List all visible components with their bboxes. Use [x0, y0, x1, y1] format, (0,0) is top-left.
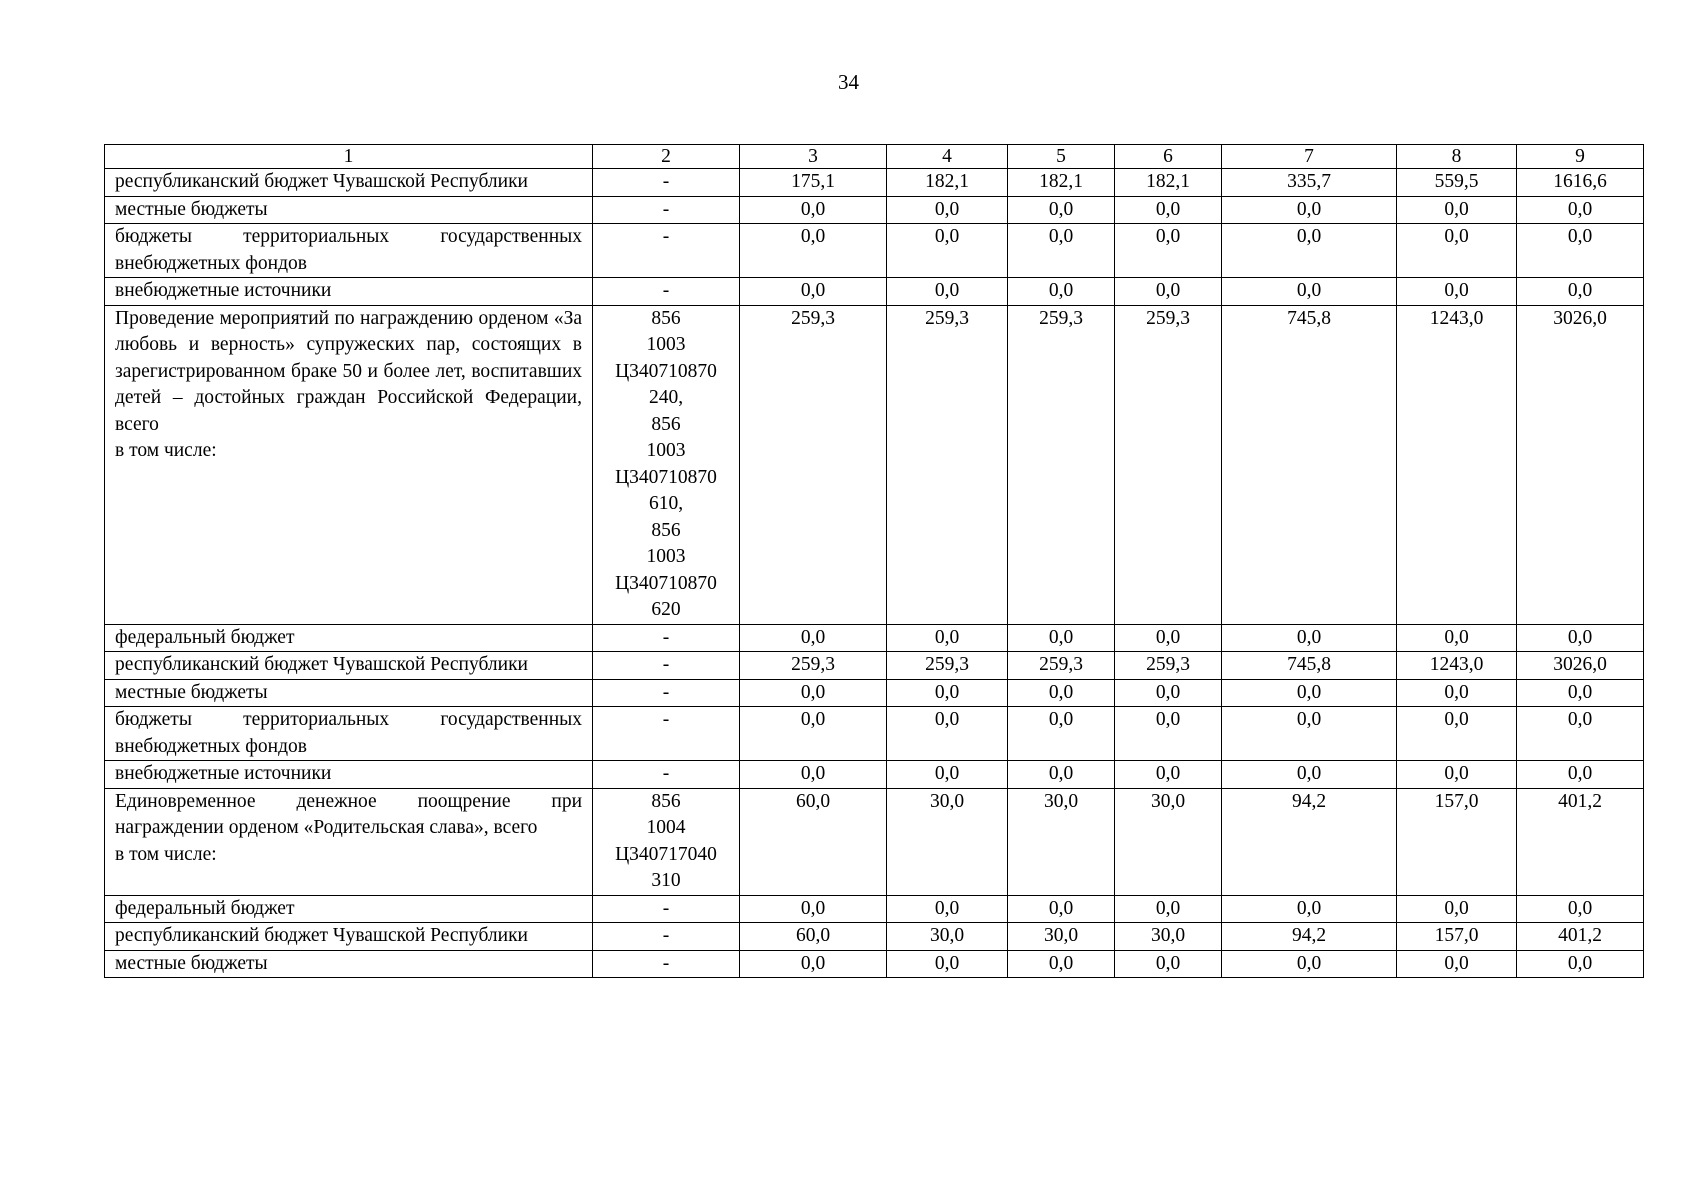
row-name-cell — [105, 624, 593, 652]
row-name-cell — [105, 224, 593, 278]
row-name-cell — [105, 679, 593, 707]
value-cell: 0,0 — [1115, 278, 1222, 306]
value-cell: 0,0 — [1115, 624, 1222, 652]
table-row — [105, 707, 1644, 761]
budget-code-line: 856 — [651, 307, 681, 329]
value-cell: 745,8 — [1222, 305, 1397, 624]
table-row — [105, 679, 1644, 707]
value-cell: 0,0 — [1115, 196, 1222, 224]
value-cell: 1243,0 — [1397, 305, 1517, 624]
budget-code-line: Ц340710870 — [615, 360, 717, 382]
value-cell: 157,0 — [1397, 788, 1517, 895]
value-cell: 0,0 — [1008, 224, 1115, 278]
budget-code-cell — [593, 923, 740, 951]
row-name-cell — [105, 196, 593, 224]
value-cell: 0,0 — [740, 196, 887, 224]
table-row — [105, 788, 1644, 895]
value-cell: 0,0 — [887, 624, 1008, 652]
value-cell: 0,0 — [1222, 950, 1397, 978]
table-row — [105, 169, 1644, 197]
value-cell: 175,1 — [740, 169, 887, 197]
budget-code-cell — [593, 305, 740, 624]
value-cell: 0,0 — [1222, 196, 1397, 224]
table-row — [105, 196, 1644, 224]
budget-code-line: - — [662, 226, 670, 247]
row-name: республиканский бюджет Чувашской Республики — [115, 171, 528, 192]
budget-code-line: 310 — [651, 870, 681, 891]
value-cell: 3026,0 — [1517, 652, 1644, 680]
column-header: 8 — [1397, 145, 1517, 169]
value-cell: 0,0 — [1397, 707, 1517, 761]
row-name: федеральный бюджет — [115, 897, 295, 919]
row-name: республиканский бюджет Чувашской Республики — [115, 654, 528, 675]
table-header — [105, 145, 1644, 169]
budget-code-line: - — [662, 925, 670, 946]
value-cell: 0,0 — [1397, 278, 1517, 306]
column-header: 5 — [1008, 145, 1115, 169]
column-header: 7 — [1222, 145, 1397, 169]
value-cell: 0,0 — [1115, 761, 1222, 789]
value-cell: 259,3 — [1008, 652, 1115, 680]
table-body — [105, 169, 1644, 978]
table-row — [105, 624, 1644, 652]
budget-code-line: 610, — [648, 493, 684, 514]
value-cell: 401,2 — [1517, 788, 1644, 895]
row-name-cell — [105, 950, 593, 978]
row-name-cell — [105, 895, 593, 923]
budget-code-line: - — [662, 280, 670, 301]
budget-code-cell — [593, 224, 740, 278]
table-row — [105, 761, 1644, 789]
value-cell: 0,0 — [1517, 278, 1644, 306]
row-name: федеральный бюджет — [115, 626, 295, 648]
value-cell: 559,5 — [1397, 169, 1517, 197]
value-cell: 0,0 — [740, 679, 887, 707]
table-row — [105, 950, 1644, 978]
value-cell: 0,0 — [1008, 679, 1115, 707]
value-cell: 30,0 — [1008, 788, 1115, 895]
value-cell: 0,0 — [1115, 224, 1222, 278]
value-cell: 0,0 — [1008, 707, 1115, 761]
budget-code-line: Ц340710870 — [615, 466, 717, 488]
value-cell: 0,0 — [1115, 895, 1222, 923]
budget-code-line: 856 — [651, 790, 681, 812]
budget-code-line: - — [662, 681, 670, 703]
value-cell: 0,0 — [740, 278, 887, 306]
value-cell: 0,0 — [1517, 624, 1644, 652]
row-name: внебюджетные источники — [115, 763, 332, 784]
value-cell: 0,0 — [1008, 196, 1115, 224]
value-cell: 1616,6 — [1517, 169, 1644, 197]
value-cell: 0,0 — [887, 278, 1008, 306]
column-header: 6 — [1115, 145, 1222, 169]
value-cell: 0,0 — [1397, 950, 1517, 978]
value-cell: 745,8 — [1222, 652, 1397, 680]
budget-code-line: - — [662, 897, 670, 919]
table-row — [105, 278, 1644, 306]
value-cell: 182,1 — [1115, 169, 1222, 197]
budget-code-cell — [593, 196, 740, 224]
value-cell: 0,0 — [887, 950, 1008, 978]
value-cell: 0,0 — [1115, 707, 1222, 761]
value-cell: 0,0 — [1222, 707, 1397, 761]
value-cell: 0,0 — [1222, 278, 1397, 306]
budget-code-line: 856 — [651, 519, 681, 541]
value-cell: 259,3 — [1008, 305, 1115, 624]
value-cell: 94,2 — [1222, 788, 1397, 895]
value-cell: 0,0 — [740, 895, 887, 923]
budget-code-line: 240, — [648, 387, 684, 408]
page-number: 34 — [838, 70, 859, 94]
value-cell: 401,2 — [1517, 923, 1644, 951]
value-cell: 0,0 — [1222, 624, 1397, 652]
value-cell: 0,0 — [1397, 624, 1517, 652]
value-cell: 0,0 — [1222, 761, 1397, 789]
value-cell: 0,0 — [1008, 624, 1115, 652]
value-cell: 30,0 — [1115, 788, 1222, 895]
budget-code-line: - — [662, 709, 670, 730]
value-cell: 259,3 — [887, 652, 1008, 680]
row-name: местные бюджеты — [115, 952, 268, 974]
table-row — [105, 923, 1644, 951]
header-row — [105, 145, 1644, 169]
value-cell: 30,0 — [1008, 923, 1115, 951]
value-cell: 0,0 — [1008, 950, 1115, 978]
value-cell: 0,0 — [740, 224, 887, 278]
value-cell: 0,0 — [1008, 761, 1115, 789]
budget-code-line: 856 — [651, 413, 681, 435]
value-cell: 30,0 — [887, 923, 1008, 951]
value-cell: 0,0 — [1008, 895, 1115, 923]
value-cell: 0,0 — [887, 196, 1008, 224]
value-cell: 0,0 — [1517, 950, 1644, 978]
value-cell: 30,0 — [887, 788, 1008, 895]
table-row — [105, 224, 1644, 278]
column-header: 1 — [105, 145, 593, 169]
value-cell: 0,0 — [887, 707, 1008, 761]
value-cell: 60,0 — [740, 923, 887, 951]
value-cell: 182,1 — [887, 169, 1008, 197]
value-cell: 94,2 — [1222, 923, 1397, 951]
budget-code-line: - — [662, 198, 670, 220]
budget-code-cell — [593, 761, 740, 789]
value-cell: 259,3 — [887, 305, 1008, 624]
row-name: Проведение мероприятий по награждению орденом «За любовь и верность» супружеских пар, состоящих в зарегистрированном браке 50 и более лет, воспитавших детей – достойных граждан Российской Федерации, всего — [115, 307, 582, 435]
value-cell: 182,1 — [1008, 169, 1115, 197]
budget-code-cell — [593, 788, 740, 895]
value-cell: 0,0 — [1115, 950, 1222, 978]
row-name-cell — [105, 923, 593, 951]
budget-code-line: - — [662, 171, 670, 192]
table-row — [105, 652, 1644, 680]
value-cell: 0,0 — [1397, 761, 1517, 789]
budget-code-line: 620 — [651, 599, 681, 620]
value-cell: 0,0 — [1517, 224, 1644, 278]
budget-code-cell — [593, 278, 740, 306]
budget-code-cell — [593, 624, 740, 652]
row-name-cell — [105, 278, 593, 306]
column-header: 2 — [593, 145, 740, 169]
value-cell: 0,0 — [1397, 679, 1517, 707]
budget-code-cell — [593, 707, 740, 761]
value-cell: 60,0 — [740, 788, 887, 895]
value-cell: 0,0 — [887, 761, 1008, 789]
value-cell: 0,0 — [1517, 895, 1644, 923]
budget-code-line: 1003 — [646, 546, 686, 567]
budget-code-line: - — [662, 952, 670, 974]
value-cell: 0,0 — [1517, 196, 1644, 224]
value-cell: 259,3 — [1115, 305, 1222, 624]
value-cell: 0,0 — [740, 761, 887, 789]
value-cell: 0,0 — [1517, 679, 1644, 707]
row-name-cell — [105, 169, 593, 197]
budget-code-line: - — [662, 626, 670, 648]
value-cell: 0,0 — [887, 895, 1008, 923]
column-header: 9 — [1517, 145, 1644, 169]
row-name: местные бюджеты — [115, 681, 268, 703]
value-cell: 0,0 — [1222, 224, 1397, 278]
value-cell: 0,0 — [1222, 895, 1397, 923]
budget-code-line: Ц340717040 — [615, 843, 717, 865]
value-cell: 0,0 — [887, 224, 1008, 278]
budget-code-line: 1003 — [646, 334, 686, 355]
budget-code-cell — [593, 679, 740, 707]
value-cell: 0,0 — [740, 950, 887, 978]
budget-code-line: - — [662, 763, 670, 784]
row-name: Единовременное денежное поощрение при награждении орденом «Родительская слава», всего — [115, 790, 582, 838]
value-cell: 0,0 — [1008, 278, 1115, 306]
row-name: внебюджетные источники — [115, 280, 332, 301]
row-name-cell — [105, 707, 593, 761]
row-name-cell — [105, 761, 593, 789]
budget-code-line: 1004 — [646, 817, 686, 838]
row-name-cell — [105, 652, 593, 680]
value-cell: 30,0 — [1115, 923, 1222, 951]
budget-code-line: - — [662, 654, 670, 675]
row-name-suffix: в том числе: — [115, 843, 217, 865]
budget-code-cell — [593, 169, 740, 197]
value-cell: 259,3 — [740, 652, 887, 680]
value-cell: 0,0 — [740, 624, 887, 652]
table-row — [105, 895, 1644, 923]
budget-table — [104, 144, 1644, 978]
column-header: 3 — [740, 145, 887, 169]
value-cell: 0,0 — [1115, 679, 1222, 707]
value-cell: 0,0 — [1222, 679, 1397, 707]
value-cell: 0,0 — [1397, 895, 1517, 923]
row-name-cell — [105, 788, 593, 895]
budget-code-cell — [593, 895, 740, 923]
row-name-cell — [105, 305, 593, 624]
column-header: 4 — [887, 145, 1008, 169]
value-cell: 0,0 — [887, 679, 1008, 707]
value-cell: 0,0 — [1517, 707, 1644, 761]
row-name-suffix: в том числе: — [115, 440, 217, 461]
row-name: местные бюджеты — [115, 198, 268, 220]
budget-code-line: Ц340710870 — [615, 572, 717, 594]
value-cell: 1243,0 — [1397, 652, 1517, 680]
value-cell: 335,7 — [1222, 169, 1397, 197]
budget-code-cell — [593, 950, 740, 978]
value-cell: 0,0 — [1397, 224, 1517, 278]
value-cell: 0,0 — [740, 707, 887, 761]
value-cell: 259,3 — [740, 305, 887, 624]
value-cell: 259,3 — [1115, 652, 1222, 680]
row-name: республиканский бюджет Чувашской Республики — [115, 925, 528, 946]
budget-code-cell — [593, 652, 740, 680]
value-cell: 0,0 — [1397, 196, 1517, 224]
value-cell: 157,0 — [1397, 923, 1517, 951]
row-name: бюджеты территориальных государственных внебюджетных фондов — [115, 709, 582, 757]
budget-code-line: 1003 — [646, 440, 686, 461]
table-row — [105, 305, 1644, 624]
value-cell: 0,0 — [1517, 761, 1644, 789]
value-cell: 3026,0 — [1517, 305, 1644, 624]
row-name: бюджеты территориальных государственных внебюджетных фондов — [115, 226, 582, 274]
